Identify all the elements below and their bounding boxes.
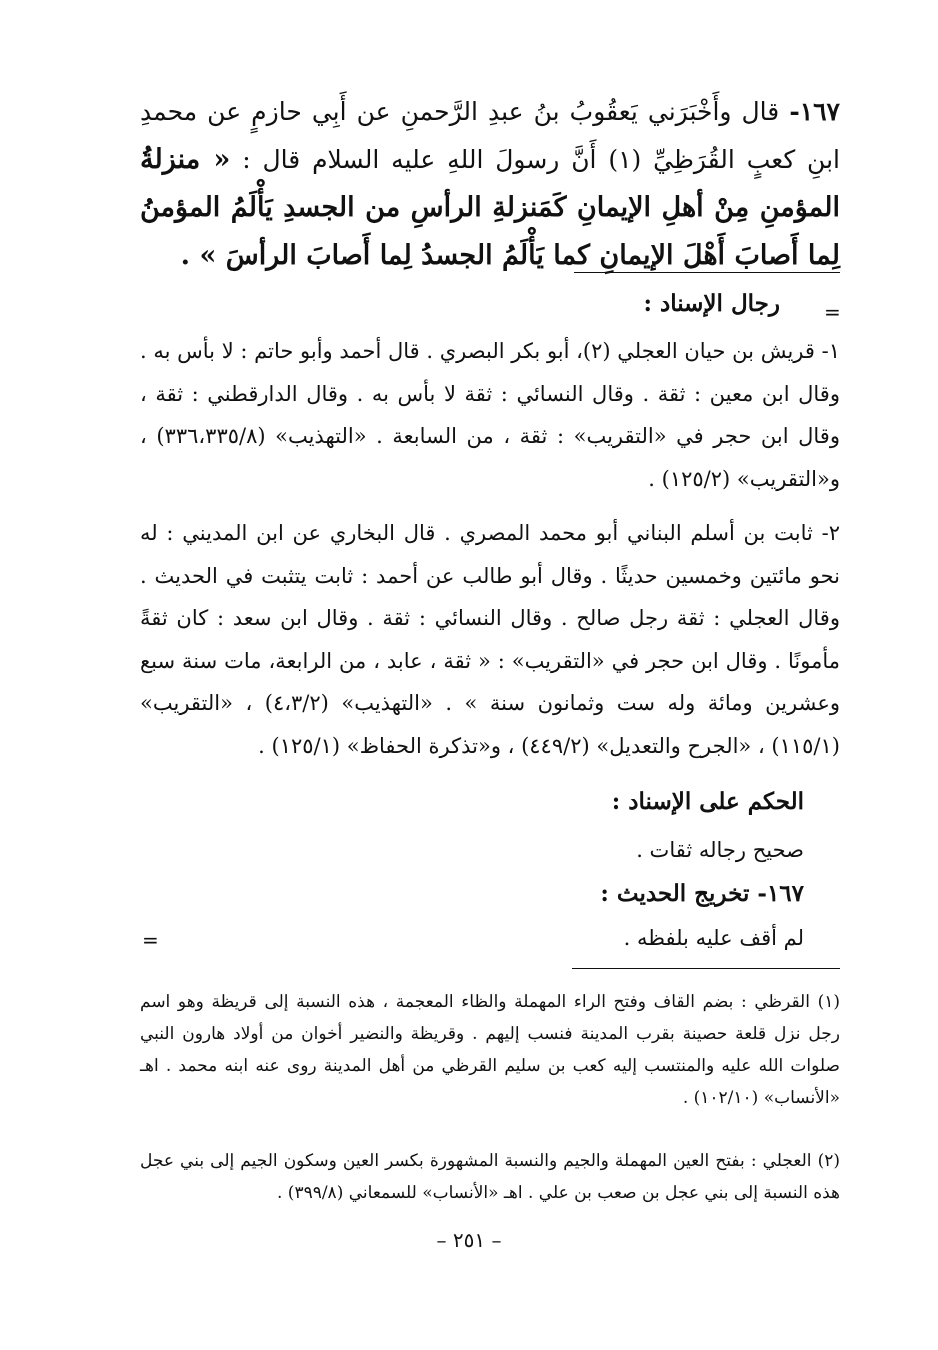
takhrij-text: لم أقف عليه بلفظه .	[623, 926, 804, 950]
footnote-1: (١) القرظي : بضم القاف وفتح الراء المهملة والظاء المعجمة ، هذه النسبة إلى قريظة وهو اسم رجل نزل قلعة حصينة بقرب المدينة فنسب إليهم . وقريظة والنضير أخوان من أولاد هارون النبي صلوات الله عليه والمنتسب إليه كعب بن سليم القرظي من أهل المدينة روى عنه ابنه محمد . اهـ «الأنساب» (١٠٢/١٠) .	[140, 992, 840, 1108]
page-number: – ٢٥١ –	[436, 1228, 502, 1252]
footnote-separator	[572, 968, 840, 969]
hadith-text	[140, 88, 840, 280]
hadith-matn: « منزلةُ المؤمنِ مِنْ أهلِ الإيمانِ كَمَنزلةِ الرأسِ من الجسدِ يَأْلَمُ المؤمنُ لِما أَصابَ أَهْلَ الإيمانِ كما يَأْلَمُ الجسدُ لِما أَصابَ الرأسَ » .	[140, 144, 840, 271]
takhrij-heading: ١٦٧- تخريج الحديث :	[600, 880, 804, 907]
hadith-isnad: قال وأَخْبَرَني يَعقُوبُ بنُ عبدِ الرَّحمنِ عن أَبِي حازمٍ عن محمدِ ابنِ كعبٍ القُرَظِيِّ (١) أَنَّ رسولَ اللهِ عليه السلام قال :	[140, 97, 840, 174]
hadith-number: ١٦٧-	[789, 97, 840, 126]
separator-mark-top: =	[824, 300, 841, 324]
narrator-1-entry: ١- قريش بن حيان العجلي (٢)، أبو بكر البصري . قال أحمد وأبو حاتم : لا بأس به . وقال ابن معين : ثقة . وقال النسائي : ثقة لا بأس به . وقال الدارقطني : ثقة ، وقال ابن حجر في «التقريب» : ثقة ، من السابعة . «التهذيب» (٣٣٦،٣٣٥/٨) ، و«التقريب» (١٢٥/٢) .	[140, 339, 840, 491]
footnote-2: (٢) العجلي : بفتح العين المهملة والجيم والنسبة المشهورة بكسر العين وسكون الجيم إلى بني عجل هذه النسبة إلى بني عجل بن صعب بن علي . اهـ «الأنساب» للسمعاني (٣٩٩/٨) .	[140, 1151, 840, 1203]
hadith-underline	[574, 272, 840, 273]
hukm-heading: الحكم على الإسناد :	[611, 788, 804, 815]
separator-mark-bottom: =	[142, 928, 159, 952]
rijal-heading: رجال الإسناد :	[643, 290, 780, 317]
narrator-2-entry: ٢- ثابت بن أسلم البناني أبو محمد المصري . قال البخاري عن ابن المديني : له نحو مائتين وخمسين حديثًا . وقال أبو طالب عن أحمد : ثابت يتثبت في الحديث . وقال العجلي : ثقة رجل صالح . وقال النسائي : ثقة . وقال ابن سعد : كان ثقةً مأمونًا . وقال ابن حجر في «التقريب» : « ثقة ، عابد ، من الرابعة، مات سنة سبع وعشرين ومائة وله ست وثمانون سنة » . «التهذيب» (٤،٣/٢) ، «التقريب» (١١٥/١) ، «الجرح والتعديل» (٤٤٩/٢) ، و«تذكرة الحفاظ» (١٢٥/١) .	[140, 521, 841, 758]
hukm-text: صحيح رجاله ثقات .	[636, 838, 804, 862]
